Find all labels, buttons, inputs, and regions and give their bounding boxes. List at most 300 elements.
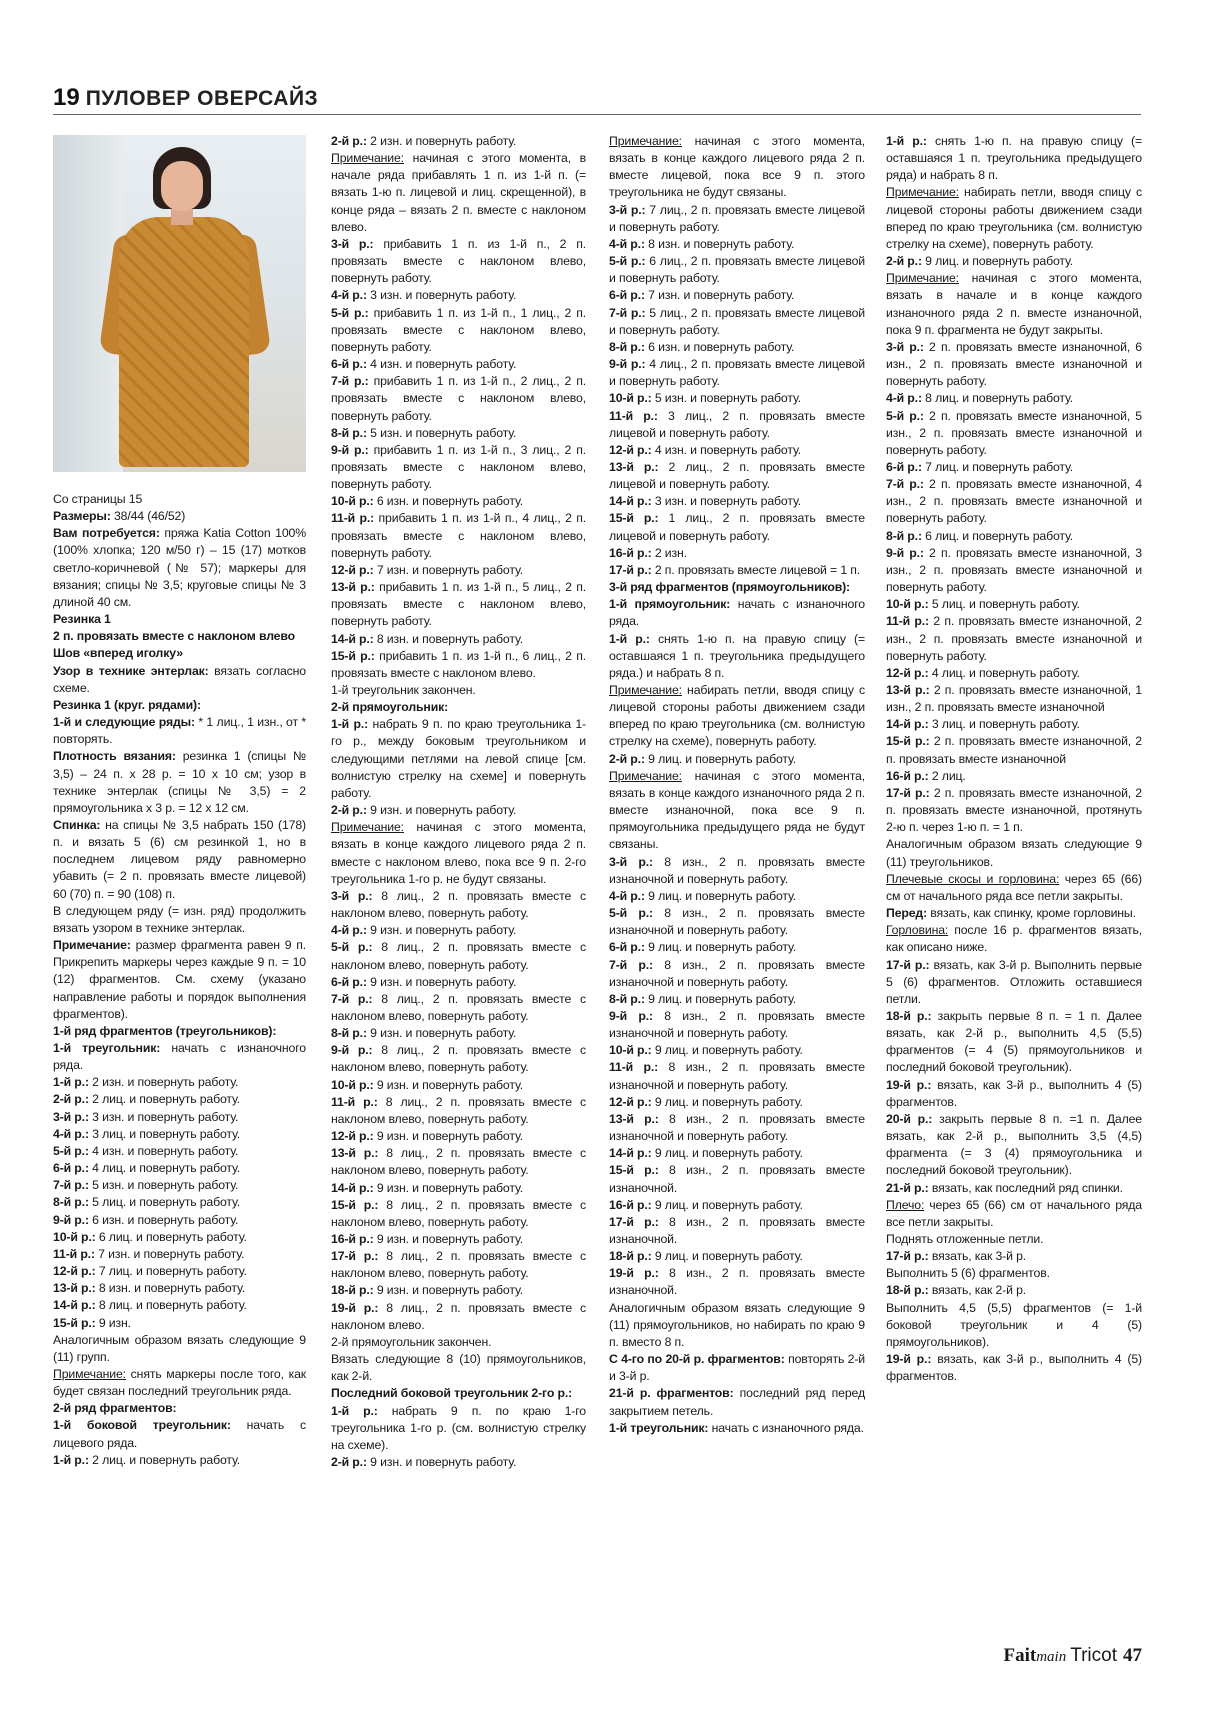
paragraph-text: вязать согласно схеме. [53,663,306,695]
paragraph-heading: 6-й р.: [331,974,367,989]
paragraph [609,1197,865,1214]
paragraph-heading: 14-й р.: [331,631,374,646]
paragraph-heading: 3-й р.: [331,888,373,903]
paragraph-heading: 1-й р.: [53,1452,89,1467]
paragraph-heading: 19-й р.: [331,1300,379,1315]
paragraph [609,1094,865,1111]
paragraph-text: 9 изн. и повернуть работу. [366,803,517,818]
paragraph-text: 9 изн. и повернуть работу. [373,1283,523,1298]
paragraph [609,442,865,459]
paragraph [53,1212,306,1229]
paragraph-text: 2 п. провязать вместе изнаночной, 2 п. провязать вместе изнаночной [886,734,1142,766]
paragraph-heading: 1-й треугольник: [609,1420,709,1435]
paragraph-heading: 11-й р.: [609,408,658,423]
paragraph-heading: 9-й р.: [331,442,369,457]
paragraph-heading: 8-й р.: [331,425,367,440]
paragraph [886,1248,1142,1265]
paragraph-heading: 10-й р.: [886,597,929,612]
paragraph-heading: Узор в технике энтерлак: [53,663,209,678]
paragraph [886,785,1142,836]
paragraph [53,1332,306,1366]
paragraph-heading: 1-й р.: [886,134,927,148]
paragraph [609,939,865,956]
paragraph [331,922,586,939]
paragraph-heading: Перед: [886,906,928,921]
paragraph-heading: Резинка 1 (круг. рядами): [53,697,201,712]
paragraph-text: снять 1-ю п. на правую спицу (= оставшаяся 1 п. треугольника предыдущего ряда) и набрать 8 п. [886,134,1142,183]
paragraph [886,408,1142,459]
paragraph-heading: 2-й р.: [886,254,922,269]
paragraph-heading: 3-й р.: [609,854,653,869]
paragraph-note-label: Примечание: [53,1366,126,1381]
paragraph-heading: 19-й р.: [886,1077,932,1092]
paragraph [609,957,865,991]
paragraph-heading: 2-й р.: [53,1092,89,1107]
paragraph-text: вязать, как последний ряд спинки. [928,1180,1123,1195]
paragraph-text: Вязать следующие 8 (10) прямоугольников, как 2-й. [331,1352,586,1384]
paragraph-text: 8 изн. и повернуть работу. [373,631,523,646]
paragraph-text: 9 изн. и повернуть работу. [366,974,517,989]
paragraph [331,373,586,424]
paragraph-heading: 14-й р.: [609,1146,652,1161]
paragraph-text: 1-й треугольник закончен. [331,683,476,697]
paragraph-text: 2 п. провязать вместе изнаночной, 1 изн., 2 п. провязать вместе изнаночной [886,683,1142,715]
paragraph [609,545,865,562]
paragraph [53,1074,306,1091]
paragraph [331,1334,586,1351]
paragraph-note-label: Примечание: [609,768,682,783]
paragraph-heading: 4-й р.: [886,391,922,406]
paragraph-text: прибавить 1 п. из 1-й п., 1 лиц., 2 п. провязать вместе с наклоном влево, повернуть работу. [331,305,586,354]
paragraph [886,1197,1142,1231]
paragraph-heading: 5-й р.: [609,254,646,269]
paragraph-heading: 5-й р.: [331,940,373,955]
paragraph-text: 2 п. провязать вместе изнаночной, 2 п. провязать вместе изнаночной, протянуть 2-ю п. через 1-ю п. = 1 п. [886,785,1142,835]
paragraph-heading: 1-й р.: [331,1403,378,1418]
paragraph-text: Со страницы 15 [53,492,143,506]
paragraph-heading: 19-й р.: [886,1352,932,1367]
paragraph-text: прибавить 1 п. из 1-й п., 2 п. провязать вместе с наклоном влево, повернуть работу. [331,236,586,286]
paragraph-text: Аналогичным образом вязать следующие 9 (11) прямоугольников, но набирать по краю 9 п. вместо 8 п. [609,1300,865,1349]
paragraph-text: 5 изн. и повернуть работу. [651,391,801,406]
paragraph-heading: 20-й р.: [886,1111,933,1126]
paragraph-heading: 6-й р.: [609,940,645,955]
paragraph-note-label: Примечание: [886,185,959,200]
paragraph-text: 9 лиц. и повернуть работу. [651,1094,803,1109]
paragraph-text: вязать, как 3-й р. Выполнить первые 5 (6) фрагментов. Отложить оставшиеся петли. [886,957,1142,1006]
paragraph [609,493,865,510]
paragraph-text: набирать петли, вводя спицу с лицевой стороны работы движением сзади вперед по краю треугольника (см. волнистую стрелку на схеме), повернуть работу. [609,683,865,749]
paragraph-heading: 7-й р.: [53,1178,89,1193]
paragraph-text: 5 лиц., 2 п. провязать вместе лицевой и повернуть работу. [609,305,865,337]
paragraph-heading: Размеры: [53,509,111,524]
paragraph-heading: 4-й р.: [331,923,367,938]
paragraph [331,1077,586,1094]
paragraph-text: 4 изн. и повернуть работу. [88,1143,239,1158]
paragraph-heading: Последний боковой треугольник 2-го р.: [331,1386,573,1401]
paragraph-heading: 14-й р.: [886,717,929,732]
paragraph [331,425,586,442]
paragraph-text: 8 изн., 2 п. провязать вместе изнаночной и повернуть работу. [609,1111,865,1144]
paragraph [53,1023,306,1040]
paragraph [609,1300,865,1351]
paragraph-heading: 1-й ряд фрагментов (треугольников): [53,1023,277,1038]
paragraph-heading: 15-й р.: [609,511,659,526]
paragraph-heading: 7-й р.: [331,991,373,1006]
paragraph [886,1008,1142,1077]
paragraph-text: набрать 9 п. по краю 1-го треугольника 1-го р. (см. волнистую стрелку на схеме). [331,1403,586,1452]
paragraph [53,1452,306,1469]
paragraph-text: 3 лиц. и повернуть работу. [88,1126,241,1141]
paragraph-text: 7 изн. и повернуть работу. [373,562,523,577]
paragraph-text: 6 изн. и повернуть работу. [88,1212,239,1227]
paragraph-text: 8 лиц., 2 п. провязать вместе с наклоном влево, повернуть работу. [331,1094,586,1126]
paragraph-text: 9 лиц. и повернуть работу. [644,991,797,1006]
paragraph-heading: 3-й р.: [331,236,374,251]
paragraph [609,356,865,390]
paragraph-text: 4 изн. и повернуть работу. [366,357,517,372]
paragraph-heading: 10-й р.: [53,1229,96,1244]
paragraph-text: 2 п. провязать вместе изнаночной, 6 изн., 2 п. провязать вместе изнаночной и повернуть работу. [886,339,1142,389]
paragraph-text: 7 лиц., 2 п. провязать вместе лицевой и повернуть работу. [609,202,865,234]
paragraph-heading: 4-й р.: [609,888,645,903]
paragraph [886,459,1142,476]
paragraph [886,133,1142,184]
paragraph [331,579,586,630]
paragraph-note-label: Примечание: [331,151,404,166]
paragraph-heading: 17-й р.: [886,785,930,800]
paragraph-heading: 1-й треугольник: [53,1041,161,1055]
paragraph-text: 8 изн., 2 п. провязать вместе изнаночной и повернуть работу. [609,1060,865,1092]
paragraph [331,1197,586,1231]
paragraph [53,1109,306,1126]
paragraph-heading: 13-й р.: [886,683,930,697]
paragraph-text: 8 лиц., 2 п. провязать вместе с наклоном влево, повернуть работу. [331,1146,586,1178]
paragraph-text: 8 лиц., 2 п. провязать вместе с наклоном влево, повернуть работу. [331,888,586,921]
paragraph-text: 9 лиц. и повернуть работу. [651,1146,803,1161]
paragraph [331,133,586,150]
paragraph-heading: 16-й р.: [886,768,929,783]
paragraph-heading: 12-й р.: [53,1264,96,1279]
paragraph [609,287,865,304]
paragraph-text: * 1 лиц., 1 изн., от * повторять. [53,715,307,747]
paragraph-text: начиная с этого момента, в начале ряда прибавлять 1 п. из 1-й п. (= вязать 1-ю п. лицевой и лиц. скрещенной), в конце ряда – вязать 2 п. вместе с наклоном влево. [331,151,586,234]
paragraph [53,1315,306,1332]
paragraph-heading: 9-й р.: [886,545,924,560]
paragraph [331,1385,586,1402]
paragraph-heading: 10-й р.: [331,494,374,509]
paragraph [886,596,1142,613]
paragraph-heading: 1-й боковой треугольник: [53,1418,231,1433]
paragraph-text: 6 лиц. и повернуть работу. [95,1229,247,1244]
paragraph [609,1059,865,1093]
paragraph [53,697,306,714]
paragraph [331,1180,586,1197]
paragraph-heading: 21-й р. фрагментов: [609,1386,734,1401]
paragraph-text: 7 изн. и повернуть работу. [94,1246,245,1261]
paragraph-heading: 18-й р.: [331,1283,374,1298]
paragraph-heading: 5-й р.: [331,305,369,320]
paragraph [886,768,1142,785]
paragraph-text: прибавить 1 п. из 1-й п., 5 лиц., 2 п. провязать вместе с наклоном влево, повернуть работу. [331,580,586,629]
paragraph [886,184,1142,253]
paragraph-text: 6 изн. и повернуть работу. [644,339,795,354]
paragraph-text: 2 лиц. и повернуть работу. [88,1452,241,1467]
paragraph [53,1297,306,1314]
paragraph [331,150,586,236]
paragraph [886,545,1142,596]
paragraph-heading: 12-й р.: [331,562,374,577]
paragraph-heading: 7-й р.: [886,477,924,492]
model-photo [53,135,306,472]
paragraph-heading: 10-й р.: [331,1077,374,1092]
paragraph [53,1194,306,1211]
paragraph-text: 9 изн. и повернуть работу. [373,1129,523,1144]
paragraph [53,1246,306,1263]
paragraph [331,939,586,973]
paragraph [886,665,1142,682]
paragraph-heading: 18-й р.: [886,1283,929,1298]
paragraph [609,562,865,579]
paragraph-text: 9 лиц. и повернуть работу. [651,1197,803,1212]
paragraph-heading: 2-й р.: [609,751,645,766]
paragraph [331,1042,586,1076]
paragraph [331,510,586,561]
paragraph-text: 9 лиц. и повернуть работу. [651,1043,803,1058]
paragraph-heading: 14-й р.: [609,494,652,509]
paragraph-heading: 9-й р.: [609,1008,653,1023]
text-column-3 [609,133,865,1437]
paragraph-heading: 2-й р.: [331,134,367,148]
brand-fait: Fait [1003,1645,1037,1666]
paragraph-heading: 3-й р.: [609,202,646,217]
paragraph-heading: 1-й прямоугольник: [609,597,731,612]
paragraph-text: начиная с этого момента, вязать в конце каждого лицевого ряда 2 п. вместе с наклоном влево, пока все 9 п. 2-го треугольника 1-го р. не будут связаны. [331,820,586,886]
paragraph-text: 8 изн., 2 п. провязать вместе изнаночной. [609,1266,865,1298]
paragraph [331,356,586,373]
paragraph [331,1145,586,1179]
paragraph [886,339,1142,390]
paragraph-text: 5 изн. и повернуть работу. [366,425,517,440]
paragraph [331,888,586,922]
paragraph [331,1248,586,1282]
paragraph-heading: 21-й р.: [886,1180,929,1195]
paragraph-text: 7 изн. и повернуть работу. [644,288,795,303]
paragraph [53,1400,306,1417]
paragraph-text: вязать, как спинку, кроме горловины. [927,906,1136,921]
paragraph [331,802,586,819]
paragraph-heading: 10-й р.: [609,1043,652,1058]
paragraph-heading: 18-й р.: [886,1008,932,1023]
paragraph [331,287,586,304]
paragraph-text: начать с изнаночного ряда. [708,1420,864,1435]
paragraph [886,1351,1142,1385]
paragraph-text: 8 изн., 2 п. провязать вместе изнаночной и повернуть работу. [609,854,865,886]
paragraph-text: 2-й прямоугольник закончен. [331,1334,492,1349]
paragraph-heading: 19-й р.: [609,1266,659,1281]
paragraph-text: вязать, как 2-й р. [928,1283,1027,1298]
paragraph [886,253,1142,270]
paragraph [331,1403,586,1454]
paragraph-heading: 15-й р.: [331,648,375,663]
paragraph-text: 8 лиц., 2 п. провязать вместе с наклоном влево, повернуть работу. [331,1249,586,1281]
paragraph [886,528,1142,545]
paragraph-heading: 9-й р.: [331,1043,373,1058]
paragraph [609,1162,865,1196]
paragraph [331,1300,586,1334]
paragraph-text: 8 лиц., 2 п. провязать вместе с наклоном влево, повернуть работу. [331,1197,586,1229]
paragraph [886,682,1142,716]
paragraph-text: на спицы № 3,5 набрать 150 (178) п. и вязать 5 (6) см резинкой 1, но в последнем лицевом ряду равномерно убавить (= 2 п. провязать вместе лицевой) 60 (70) п. = 90 (108) п. [53,817,306,901]
paragraph [886,1300,1142,1351]
paragraph-heading: 16-й р.: [609,1197,652,1212]
paragraph-text: 8 лиц. и повернуть работу. [921,391,1074,406]
paragraph-heading: 7-й р.: [609,957,653,972]
paragraph [331,1094,586,1128]
paragraph [53,1263,306,1280]
paragraph-text: 9 изн. [95,1315,131,1330]
paragraph [609,1248,865,1265]
paragraph [331,991,586,1025]
paragraph-heading: 14-й р.: [53,1298,96,1313]
paragraph [53,645,306,662]
paragraph-text: прибавить 1 п. из 1-й п., 3 лиц., 2 п. провязать вместе с наклоном влево, повернуть работу. [331,442,586,492]
paragraph-note-label: Примечание: [609,134,682,148]
paragraph [609,1214,865,1248]
paragraph [331,1282,586,1299]
paragraph [609,1265,865,1299]
paragraph-heading: 1-й р.: [53,1075,89,1090]
paragraph-note-label: Горловина: [886,923,949,938]
brand-main: main [1036,1649,1067,1665]
paragraph-heading: 10-й р.: [609,391,652,406]
paragraph-heading: 4-й р.: [609,236,645,251]
paragraph [886,922,1142,956]
paragraph-text: через 65 (66) см от начального ряда все петли закрыты. [886,871,1142,903]
paragraph-text: 5 изн. и повернуть работу. [88,1178,239,1193]
paragraph-text: прибавить 1 п. из 1-й п., 6 лиц., 2 п. провязать вместе с наклоном влево. [331,648,586,680]
text-column-1 [53,491,306,1469]
paragraph-heading: 16-й р.: [609,545,652,560]
paragraph-text: прибавить 1 п. из 1-й п., 4 лиц., 2 п. провязать вместе с наклоном влево, повернуть работу. [331,511,586,560]
paragraph [886,905,1142,922]
paragraph-heading: Спинка: [53,817,101,832]
paragraph [53,1091,306,1108]
paragraph-heading: 11-й р.: [886,614,929,629]
paragraph-text: начать с изнаночного ряда. [609,597,865,629]
paragraph [331,1454,586,1471]
paragraph-text: 7 лиц. и повернуть работу. [921,459,1074,474]
paragraph-note-label: Примечание: [331,820,404,835]
paragraph [886,836,1142,870]
paragraph [331,1351,586,1385]
paragraph-text: после 16 р. фрагментов вязать, как описано ниже. [886,923,1142,955]
paragraph [331,1231,586,1248]
paragraph [53,748,306,817]
page-footer [1003,1645,1142,1667]
paragraph [609,253,865,287]
paragraph-text: 9 лиц. и повернуть работу. [644,940,797,955]
paragraph [53,1160,306,1177]
paragraph-heading: 8-й р.: [609,991,645,1006]
paragraph-text: 3 изн. и повернуть работу. [88,1109,239,1124]
paragraph [609,339,865,356]
paragraph-text: 9 изн. и повернуть работу. [373,1232,523,1246]
paragraph [609,854,865,888]
paragraph [331,974,586,991]
paragraph [331,562,586,579]
paragraph-heading: 7-й р.: [609,305,646,320]
paragraph [609,579,865,596]
paragraph-heading: 17-й р.: [609,562,652,577]
paragraph [331,716,586,802]
paragraph-text: закрыть первые 8 п. =1 п. Далее вязать, как 2-й р., выполнить 3,5 (4,5) фрагмента (= 3 (4) прямоугольника и последний боковой треугольник). [886,1111,1142,1178]
paragraph [609,631,865,682]
paragraph [886,1265,1142,1282]
paragraph-heading: 17-й р.: [886,1249,929,1264]
paragraph [609,991,865,1008]
paragraph [331,305,586,356]
paragraph [886,1180,1142,1197]
paragraph-heading: 3-й р.: [53,1109,89,1124]
paragraph [609,1145,865,1162]
paragraph-heading: 17-й р.: [886,957,930,972]
paragraph-heading: 16-й р.: [331,1232,374,1246]
paragraph [331,819,586,888]
paragraph [331,631,586,648]
paragraph-text: 2 лиц., 2 п. провязать вместе лицевой и повернуть работу. [609,459,865,492]
paragraph-heading: 2-й р.: [331,1455,367,1470]
paragraph [53,1366,306,1400]
page-header [53,84,1141,115]
paragraph [609,305,865,339]
paragraph-heading: 7-й р.: [331,374,369,389]
paragraph [609,1385,865,1419]
paragraph [53,663,306,697]
paragraph-heading: 11-й р.: [53,1246,95,1261]
paragraph-heading: 12-й р.: [331,1129,374,1144]
paragraph-text: 2 п. провязать вместе изнаночной, 5 изн., 2 п. провязать вместе изнаночной и повернуть работу. [886,408,1142,457]
paragraph-text: снять 1-ю п. на правую спицу (= оставшаяся 1 п. треугольника предыдущего ряда.) и набрать 8 п. [609,631,865,680]
paragraph [53,1040,306,1074]
paragraph-text: 8 изн., 2 п. провязать вместе изнаночной и повернуть работу. [609,906,865,938]
paragraph-heading: 2-й р.: [331,803,367,818]
paragraph [53,1177,306,1194]
paragraph-text: Выполнить 4,5 (5,5) фрагментов (= 1-й боковой треугольник и 4 (5) прямоугольников). [886,1300,1142,1349]
paragraph [53,1280,306,1297]
paragraph-heading: 6-й р.: [53,1161,89,1176]
paragraph-text: набирать петли, вводя спицу с лицевой стороны работы движением сзади вперед по краю треугольника (см. волнистую стрелку на схеме), повернуть работу. [886,185,1142,251]
paragraph-heading: Плотность вязания: [53,749,176,764]
paragraph [609,751,865,768]
paragraph-text: 8 лиц., 2 п. провязать вместе с наклоном влево, повернуть работу. [331,940,586,972]
paragraph-text: 8 лиц., 2 п. провязать вместе с наклоном влево, повернуть работу. [331,991,586,1023]
paragraph-note-label: Примечание: [886,271,959,286]
paragraph [53,937,306,1023]
paragraph-text: 3 изн. и повернуть работу. [366,288,517,303]
paragraph-text: 2 изн. и повернуть работу. [366,134,517,148]
paragraph-text: 2 п. провязать вместе изнаночной, 2 изн., 2 п. провязать вместе изнаночной и повернуть работу. [886,614,1142,663]
paragraph-text: 8 лиц., 2 п. провязать вместе с наклоном влево, повернуть работу. [331,1043,586,1075]
paragraph [609,408,865,442]
paragraph [53,903,306,937]
paragraph-heading: 18-й р.: [609,1249,652,1264]
paragraph [53,1229,306,1246]
paragraph-text: 1 лиц., 2 п. провязать вместе лицевой и повернуть работу. [609,511,865,543]
paragraph [886,390,1142,407]
paragraph-heading: 11-й р.: [331,511,375,526]
paragraph-heading: 8-й р.: [886,528,922,543]
